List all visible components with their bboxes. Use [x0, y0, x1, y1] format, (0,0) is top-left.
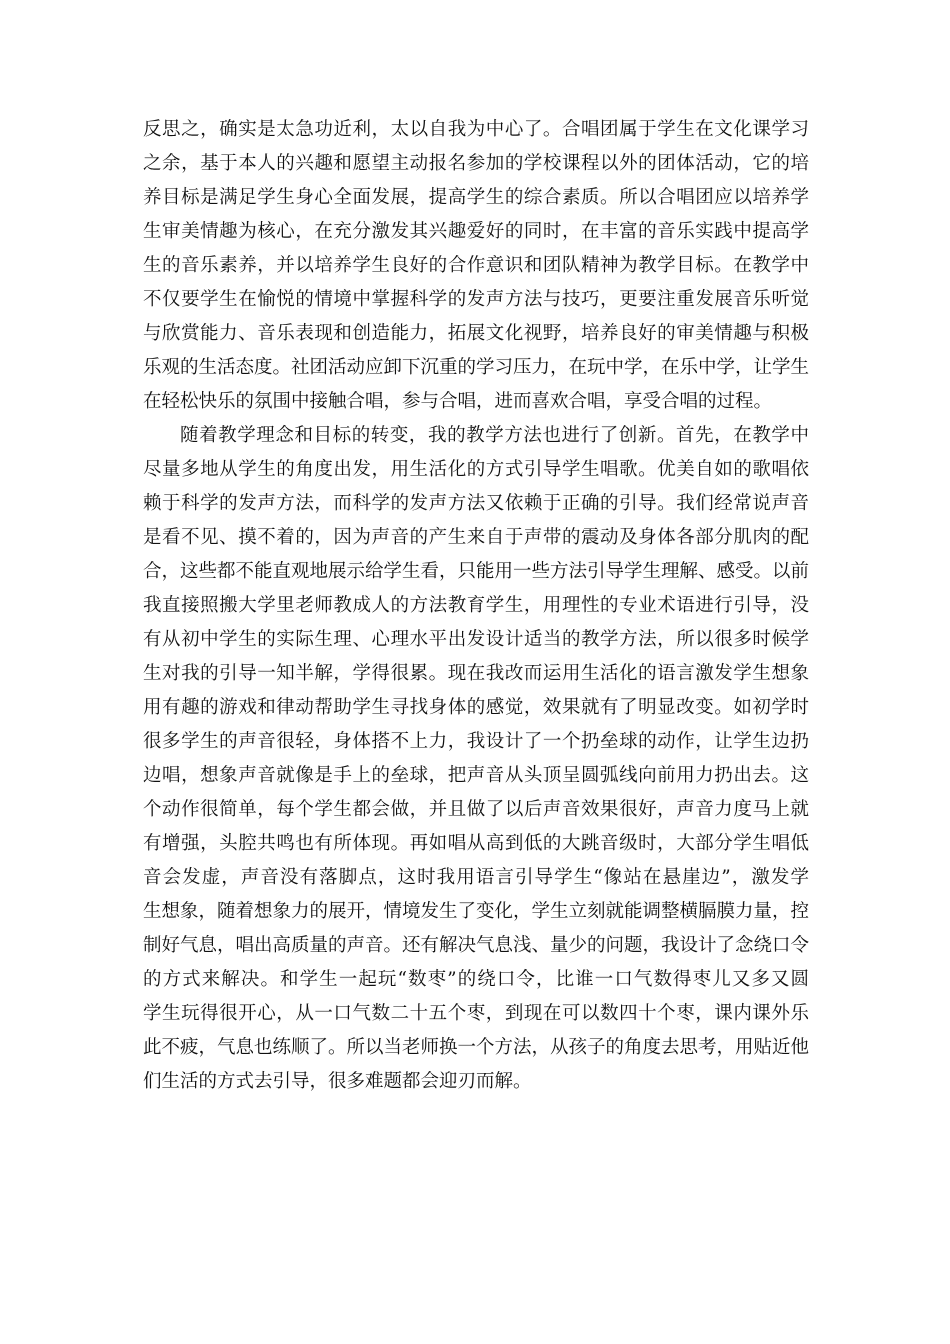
- text-line: 有增强，头腔共鸣也有所体现。再如唱从高到低的大跳音级时，大部分学生唱低: [143, 833, 809, 854]
- text-line: 不仅要学生在愉悦的情境中掌握科学的发声方法与技巧，更要注重发展音乐听觉: [143, 289, 809, 310]
- text-line: 养目标是满足学生身心全面发展，提高学生的综合素质。所以合唱团应以培养学: [143, 187, 809, 208]
- text-line: 尽量多地从学生的角度出发，用生活化的方式引导学生唱歌。优美自如的歌唱依: [143, 459, 809, 480]
- text-line: 我直接照搬大学里老师教成人的方法教育学生，用理性的专业术语进行引导，没: [143, 595, 809, 616]
- text-line: 很多学生的声音很轻，身体搭不上力，我设计了一个扔垒球的动作，让学生边扔: [143, 731, 809, 752]
- text-line: 之余，基于本人的兴趣和愿望主动报名参加的学校课程以外的团体活动，它的培: [143, 153, 809, 174]
- text-line: 与欣赏能力、音乐表现和创造能力，拓展文化视野，培养良好的审美情趣与积极: [143, 323, 809, 344]
- paragraph-start-line: 随着教学理念和目标的转变，我的教学方法也进行了创新。首先，在教学中: [180, 425, 809, 446]
- text-line: 反思之，确实是太急功近利，太以自我为中心了。合唱团属于学生在文化课学习: [143, 119, 809, 140]
- text-line: 学生玩得很开心，从一口气数二十五个枣，到现在可以数四十个枣，课内课外乐: [143, 1003, 809, 1024]
- text-line: 有从初中学生的实际生理、心理水平出发设计适当的教学方法，所以很多时候学: [143, 629, 809, 650]
- text-line: 生的音乐素养，并以培养学生良好的合作意识和团队精神为教学目标。在教学中: [143, 255, 809, 276]
- text-line: 生审美情趣为核心，在充分激发其兴趣爱好的同时，在丰富的音乐实践中提高学: [143, 221, 809, 242]
- text-line: 乐观的生活态度。社团活动应卸下沉重的学习压力，在玩中学，在乐中学，让学生: [143, 357, 809, 378]
- text-line: 制好气息，唱出高质量的声音。还有解决气息浅、量少的问题，我设计了念绕口令: [143, 935, 809, 956]
- text-line: 个动作很简单，每个学生都会做，并且做了以后声音效果很好，声音力度马上就: [143, 799, 809, 820]
- text-line: 赖于科学的发声方法，而科学的发声方法又依赖于正确的引导。我们经常说声音: [143, 493, 809, 514]
- text-line: 边唱，想象声音就像是手上的垒球，把声音从头顶呈圆弧线向前用力扔出去。这: [143, 765, 809, 786]
- text-line: 音会发虚，声音没有落脚点，这时我用语言引导学生“像站在悬崖边”，激发学: [143, 867, 809, 888]
- text-line: 是看不见、摸不着的，因为声音的产生来自于声带的震动及身体各部分肌肉的配: [143, 527, 809, 548]
- text-line: 的方式来解决。和学生一起玩“数枣”的绕口令，比谁一口气数得枣儿又多又圆: [143, 969, 809, 990]
- text-line: 此不疲，气息也练顺了。所以当老师换一个方法，从孩子的角度去思考，用贴近他: [143, 1037, 809, 1058]
- text-line: 合，这些都不能直观地展示给学生看，只能用一些方法引导学生理解、感受。以前: [143, 561, 809, 582]
- text-line: 生对我的引导一知半解，学得很累。现在我改而运用生活化的语言激发学生想象: [143, 663, 809, 684]
- text-line: 用有趣的游戏和律动帮助学生寻找身体的感觉，效果就有了明显改变。如初学时: [143, 697, 809, 718]
- paragraph-end-line: 在轻松快乐的氛围中接触合唱，参与合唱，进而喜欢合唱，享受合唱的过程。: [143, 391, 773, 412]
- text-line: 生想象，随着想象力的展开，情境发生了变化，学生立刻就能调整横膈膜力量，控: [143, 901, 809, 922]
- paragraph-end-line: 们生活的方式去引导，很多难题都会迎刃而解。: [143, 1071, 532, 1092]
